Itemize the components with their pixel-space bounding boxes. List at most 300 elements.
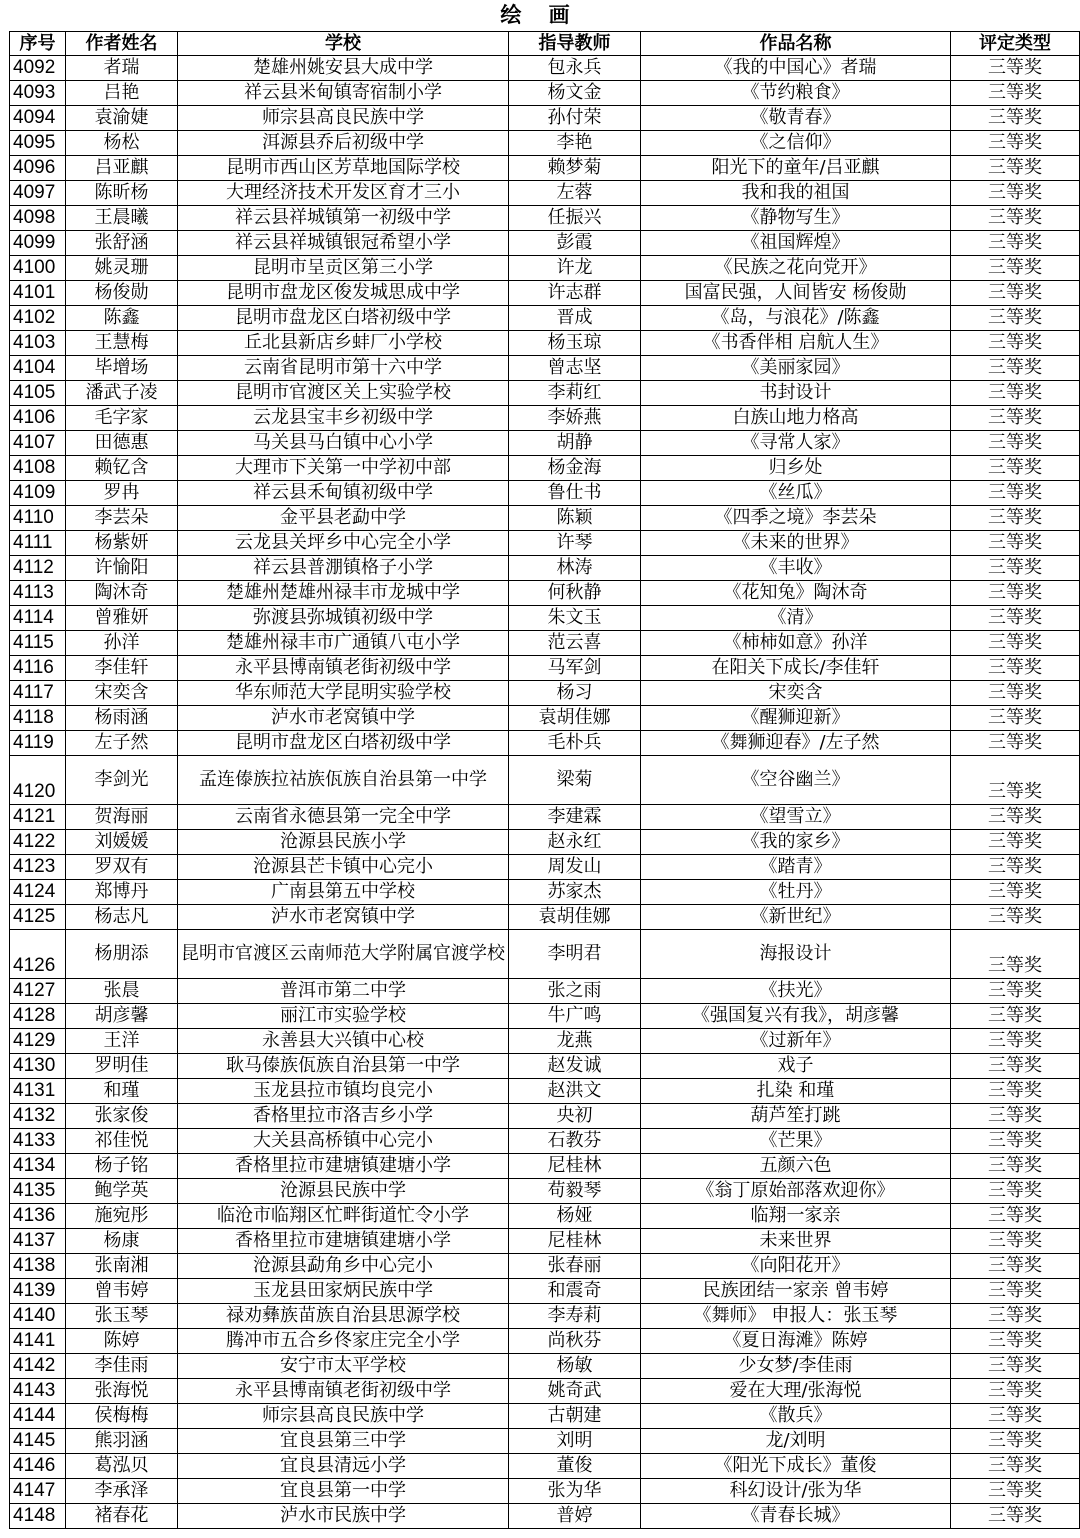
cell-index: 4111 — [10, 531, 66, 556]
table-row — [10, 356, 1080, 381]
cell-index: 4102 — [10, 306, 66, 331]
table-row — [10, 681, 1080, 706]
cell-author: 陈婷 — [66, 1329, 178, 1354]
cell-school: 师宗县高良民族中学 — [178, 106, 509, 131]
cell-award: 三等奖 — [951, 1179, 1080, 1204]
cell-index: 4112 — [10, 556, 66, 581]
cell-work: 《醒狮迎新》 — [641, 706, 951, 731]
cell-work: 《之信仰》 — [641, 131, 951, 156]
cell-index: 4134 — [10, 1154, 66, 1179]
cell-award: 三等奖 — [951, 281, 1080, 306]
cell-award: 三等奖 — [951, 706, 1080, 731]
header-cell-school: 学校 — [178, 32, 509, 56]
cell-author: 贺海丽 — [66, 805, 178, 830]
cell-school: 永善县大兴镇中心校 — [178, 1029, 509, 1054]
cell-index: 4119 — [10, 731, 66, 756]
cell-school: 丘北县新店乡蚌厂小学校 — [178, 331, 509, 356]
cell-award: 三等奖 — [951, 1129, 1080, 1154]
cell-work: 归乡处 — [641, 456, 951, 481]
cell-school: 昆明市盘龙区白塔初级中学 — [178, 731, 509, 756]
cell-work: 海报设计 — [641, 930, 951, 979]
table-row — [10, 131, 1080, 156]
cell-school: 玉龙县田家炳民族中学 — [178, 1279, 509, 1304]
table-row — [10, 381, 1080, 406]
cell-work: 扎染 和瑾 — [641, 1079, 951, 1104]
cell-award: 三等奖 — [951, 905, 1080, 930]
cell-author: 杨志凡 — [66, 905, 178, 930]
cell-author: 刘媛媛 — [66, 830, 178, 855]
table-row — [10, 1304, 1080, 1329]
table-row — [10, 531, 1080, 556]
cell-author: 张玉琴 — [66, 1304, 178, 1329]
cell-author: 毛字家 — [66, 406, 178, 431]
cell-award: 三等奖 — [951, 131, 1080, 156]
cell-school: 祥云县祥城镇第一初级中学 — [178, 206, 509, 231]
cell-teacher: 李寿莉 — [509, 1304, 641, 1329]
cell-author: 毕增场 — [66, 356, 178, 381]
cell-index: 4107 — [10, 431, 66, 456]
cell-index: 4122 — [10, 830, 66, 855]
cell-school: 大理市下关第一中学初中部 — [178, 456, 509, 481]
cell-author: 李佳轩 — [66, 656, 178, 681]
cell-index: 4129 — [10, 1029, 66, 1054]
cell-award: 三等奖 — [951, 381, 1080, 406]
cell-award: 三等奖 — [951, 656, 1080, 681]
cell-teacher: 张春丽 — [509, 1254, 641, 1279]
cell-author: 罗明佳 — [66, 1054, 178, 1079]
cell-teacher: 孙付荣 — [509, 106, 641, 131]
cell-index: 4104 — [10, 356, 66, 381]
cell-teacher: 何秋静 — [509, 581, 641, 606]
table-row — [10, 56, 1080, 81]
cell-index: 4147 — [10, 1479, 66, 1504]
cell-school: 广南县第五中学校 — [178, 880, 509, 905]
cell-award: 三等奖 — [951, 1154, 1080, 1179]
cell-school: 楚雄州姚安县大成中学 — [178, 56, 509, 81]
cell-school: 昆明市呈贡区第三小学 — [178, 256, 509, 281]
cell-author: 曾雅妍 — [66, 606, 178, 631]
cell-award: 三等奖 — [951, 880, 1080, 905]
cell-award: 三等奖 — [951, 56, 1080, 81]
cell-award: 三等奖 — [951, 481, 1080, 506]
cell-award: 三等奖 — [951, 1204, 1080, 1229]
table-row — [10, 606, 1080, 631]
cell-author: 胡彦馨 — [66, 1004, 178, 1029]
cell-award: 三等奖 — [951, 1229, 1080, 1254]
cell-work: 《散兵》 — [641, 1404, 951, 1429]
cell-work: 在阳关下成长/李佳轩 — [641, 656, 951, 681]
cell-teacher: 赵发诚 — [509, 1054, 641, 1079]
cell-teacher: 苟毅琴 — [509, 1179, 641, 1204]
table-row — [10, 106, 1080, 131]
cell-school: 楚雄州禄丰市广通镇八屯小学 — [178, 631, 509, 656]
cell-award: 三等奖 — [951, 731, 1080, 756]
table-row — [10, 1279, 1080, 1304]
cell-school: 昆明市官渡区关上实验学校 — [178, 381, 509, 406]
table-row — [10, 1154, 1080, 1179]
cell-award: 三等奖 — [951, 181, 1080, 206]
cell-work: 《夏日海滩》陈婷 — [641, 1329, 951, 1354]
cell-index: 4126 — [10, 930, 66, 979]
table-row — [10, 1479, 1080, 1504]
cell-school: 弥渡县弥城镇初级中学 — [178, 606, 509, 631]
table-row — [10, 1079, 1080, 1104]
header-row — [10, 32, 1080, 56]
cell-work: 少女梦/李佳雨 — [641, 1354, 951, 1379]
cell-award: 三等奖 — [951, 106, 1080, 131]
cell-teacher: 李建霖 — [509, 805, 641, 830]
cell-teacher: 包永兵 — [509, 56, 641, 81]
table-row — [10, 1379, 1080, 1404]
cell-work: 《翁丁原始部落欢迎你》 — [641, 1179, 951, 1204]
table-row — [10, 1504, 1080, 1529]
cell-award: 三等奖 — [951, 681, 1080, 706]
cell-work: 科幻设计/张为华 — [641, 1479, 951, 1504]
cell-school: 丽江市实验学校 — [178, 1004, 509, 1029]
cell-work: 《未来的世界》 — [641, 531, 951, 556]
cell-work: 《过新年》 — [641, 1029, 951, 1054]
cell-award: 三等奖 — [951, 1004, 1080, 1029]
cell-work: 《丰收》 — [641, 556, 951, 581]
table-row — [10, 905, 1080, 930]
cell-award: 三等奖 — [951, 1029, 1080, 1054]
cell-index: 4116 — [10, 656, 66, 681]
cell-author: 褚春花 — [66, 1504, 178, 1529]
header-cell-author: 作者姓名 — [66, 32, 178, 56]
table-row — [10, 805, 1080, 830]
cell-author: 杨康 — [66, 1229, 178, 1254]
cell-work: 《我的中国心》者瑞 — [641, 56, 951, 81]
cell-school: 普洱市第二中学 — [178, 979, 509, 1004]
table-row — [10, 1054, 1080, 1079]
header-cell-award: 评定类型 — [951, 32, 1080, 56]
cell-work: 《牡丹》 — [641, 880, 951, 905]
cell-school: 耿马傣族佤族自治县第一中学 — [178, 1054, 509, 1079]
table-row — [10, 581, 1080, 606]
cell-index: 4098 — [10, 206, 66, 231]
cell-award: 三等奖 — [951, 81, 1080, 106]
cell-author: 鲍学英 — [66, 1179, 178, 1204]
cell-author: 许愉阳 — [66, 556, 178, 581]
table-row — [10, 406, 1080, 431]
cell-index: 4136 — [10, 1204, 66, 1229]
cell-teacher: 姚奇武 — [509, 1379, 641, 1404]
cell-work: 阳光下的童年/吕亚麒 — [641, 156, 951, 181]
cell-teacher: 赖梦菊 — [509, 156, 641, 181]
cell-school: 临沧市临翔区忙畔街道忙令小学 — [178, 1204, 509, 1229]
cell-award: 三等奖 — [951, 1329, 1080, 1354]
table-row — [10, 231, 1080, 256]
cell-school: 永平县博南镇老街初级中学 — [178, 1379, 509, 1404]
cell-teacher: 范云喜 — [509, 631, 641, 656]
cell-teacher: 古朝建 — [509, 1404, 641, 1429]
cell-work: 民族团结一家亲 曾韦婷 — [641, 1279, 951, 1304]
cell-school: 沧源县勐角乡中心完小 — [178, 1254, 509, 1279]
cell-work: 《民族之花向党开》 — [641, 256, 951, 281]
cell-work: 临翔一家亲 — [641, 1204, 951, 1229]
table-row — [10, 979, 1080, 1004]
cell-index: 4103 — [10, 331, 66, 356]
cell-author: 王洋 — [66, 1029, 178, 1054]
cell-teacher: 赵永红 — [509, 830, 641, 855]
cell-school: 云龙县宝丰乡初级中学 — [178, 406, 509, 431]
table-row — [10, 1179, 1080, 1204]
cell-index: 4128 — [10, 1004, 66, 1029]
table-row — [10, 1104, 1080, 1129]
cell-teacher: 尚秋芬 — [509, 1329, 641, 1354]
cell-author: 李剑光 — [66, 756, 178, 805]
cell-school: 泸水市民族中学 — [178, 1504, 509, 1529]
cell-author: 张南湘 — [66, 1254, 178, 1279]
cell-award: 三等奖 — [951, 581, 1080, 606]
header-cell-teacher: 指导教师 — [509, 32, 641, 56]
cell-author: 陶沐奇 — [66, 581, 178, 606]
cell-index: 4092 — [10, 56, 66, 81]
cell-work: 《寻常人家》 — [641, 431, 951, 456]
cell-teacher: 李明君 — [509, 930, 641, 979]
cell-author: 杨雨涵 — [66, 706, 178, 731]
cell-teacher: 周发山 — [509, 855, 641, 880]
cell-school: 大关县高桥镇中心完小 — [178, 1129, 509, 1154]
cell-work: 《柿柿如意》孙洋 — [641, 631, 951, 656]
awards-table — [9, 31, 1080, 1529]
cell-work: 宋奕含 — [641, 681, 951, 706]
cell-index: 4135 — [10, 1179, 66, 1204]
cell-teacher: 和震奇 — [509, 1279, 641, 1304]
cell-author: 李芸朵 — [66, 506, 178, 531]
cell-school: 永平县博南镇老街初级中学 — [178, 656, 509, 681]
cell-teacher: 普婷 — [509, 1504, 641, 1529]
cell-work: 《踏青》 — [641, 855, 951, 880]
cell-school: 楚雄州楚雄州禄丰市龙城中学 — [178, 581, 509, 606]
cell-author: 陈鑫 — [66, 306, 178, 331]
cell-work: 《舞狮迎春》/左子然 — [641, 731, 951, 756]
cell-school: 沧源县民族小学 — [178, 830, 509, 855]
cell-index: 4118 — [10, 706, 66, 731]
cell-index: 4100 — [10, 256, 66, 281]
cell-index: 4132 — [10, 1104, 66, 1129]
cell-school: 宜良县第三中学 — [178, 1429, 509, 1454]
cell-school: 昆明市官渡区云南师范大学附属官渡学校 — [178, 930, 509, 979]
cell-teacher: 彭霞 — [509, 231, 641, 256]
cell-award: 三等奖 — [951, 256, 1080, 281]
cell-school: 金平县老勐中学 — [178, 506, 509, 531]
cell-school: 云南省永德县第一完全中学 — [178, 805, 509, 830]
cell-school: 香格里拉市洛吉乡小学 — [178, 1104, 509, 1129]
cell-index: 4137 — [10, 1229, 66, 1254]
cell-teacher: 龙燕 — [509, 1029, 641, 1054]
cell-work: 《丝瓜》 — [641, 481, 951, 506]
cell-author: 杨子铭 — [66, 1154, 178, 1179]
cell-author: 陈昕杨 — [66, 181, 178, 206]
cell-work: 《祖国辉煌》 — [641, 231, 951, 256]
cell-author: 罗冉 — [66, 481, 178, 506]
cell-index: 4127 — [10, 979, 66, 1004]
cell-school: 安宁市太平学校 — [178, 1354, 509, 1379]
table-row — [10, 830, 1080, 855]
cell-work: 《静物写生》 — [641, 206, 951, 231]
cell-author: 杨松 — [66, 131, 178, 156]
table-row — [10, 156, 1080, 181]
cell-author: 王慧梅 — [66, 331, 178, 356]
table-body — [10, 56, 1080, 1529]
cell-work: 五颜六色 — [641, 1154, 951, 1179]
cell-index: 4130 — [10, 1054, 66, 1079]
cell-work: 《美丽家园》 — [641, 356, 951, 381]
cell-author: 王晨曦 — [66, 206, 178, 231]
cell-school: 沧源县芒卡镇中心完小 — [178, 855, 509, 880]
cell-index: 4101 — [10, 281, 66, 306]
table-row — [10, 1354, 1080, 1379]
cell-school: 昆明市盘龙区白塔初级中学 — [178, 306, 509, 331]
cell-index: 4124 — [10, 880, 66, 905]
table-row — [10, 1204, 1080, 1229]
cell-work: 《花知兔》陶沐奇 — [641, 581, 951, 606]
table-row — [10, 930, 1080, 979]
cell-teacher: 袁胡佳娜 — [509, 706, 641, 731]
cell-teacher: 赵洪文 — [509, 1079, 641, 1104]
cell-school: 祥云县普淜镇格子小学 — [178, 556, 509, 581]
table-row — [10, 481, 1080, 506]
cell-teacher: 晋成 — [509, 306, 641, 331]
cell-teacher: 朱文玉 — [509, 606, 641, 631]
table-row — [10, 431, 1080, 456]
cell-award: 三等奖 — [951, 431, 1080, 456]
header-cell-work: 作品名称 — [641, 32, 951, 56]
cell-index: 4097 — [10, 181, 66, 206]
cell-teacher: 李艳 — [509, 131, 641, 156]
cell-teacher: 曾志坚 — [509, 356, 641, 381]
cell-work: 《青春长城》 — [641, 1504, 951, 1529]
cell-teacher: 许龙 — [509, 256, 641, 281]
cell-index: 4110 — [10, 506, 66, 531]
cell-author: 潘武子凌 — [66, 381, 178, 406]
cell-teacher: 胡静 — [509, 431, 641, 456]
cell-school: 宜良县第一中学 — [178, 1479, 509, 1504]
table-row — [10, 1229, 1080, 1254]
cell-award: 三等奖 — [951, 506, 1080, 531]
cell-work: 戏子 — [641, 1054, 951, 1079]
cell-author: 杨俊勋 — [66, 281, 178, 306]
cell-author: 者瑞 — [66, 56, 178, 81]
cell-author: 张家俊 — [66, 1104, 178, 1129]
cell-author: 袁渝婕 — [66, 106, 178, 131]
cell-author: 杨朋添 — [66, 930, 178, 979]
cell-school: 祥云县禾甸镇初级中学 — [178, 481, 509, 506]
cell-index: 4109 — [10, 481, 66, 506]
cell-index: 4146 — [10, 1454, 66, 1479]
cell-index: 4106 — [10, 406, 66, 431]
cell-work: 《向阳花开》 — [641, 1254, 951, 1279]
cell-award: 三等奖 — [951, 1404, 1080, 1429]
cell-index: 4120 — [10, 756, 66, 805]
table-row — [10, 256, 1080, 281]
cell-index: 4113 — [10, 581, 66, 606]
cell-author: 罗双有 — [66, 855, 178, 880]
cell-author: 张舒涵 — [66, 231, 178, 256]
table-row — [10, 1429, 1080, 1454]
cell-author: 吕艳 — [66, 81, 178, 106]
cell-work: 葫芦笙打跳 — [641, 1104, 951, 1129]
cell-author: 姚灵珊 — [66, 256, 178, 281]
cell-teacher: 杨玉琼 — [509, 331, 641, 356]
cell-school: 泸水市老窝镇中学 — [178, 905, 509, 930]
cell-school: 祥云县祥城镇银冠希望小学 — [178, 231, 509, 256]
cell-teacher: 杨习 — [509, 681, 641, 706]
cell-index: 4117 — [10, 681, 66, 706]
cell-award: 三等奖 — [951, 1379, 1080, 1404]
table-row — [10, 181, 1080, 206]
cell-award: 三等奖 — [951, 156, 1080, 181]
cell-work: 龙/刘明 — [641, 1429, 951, 1454]
cell-teacher: 尼桂林 — [509, 1229, 641, 1254]
cell-index: 4142 — [10, 1354, 66, 1379]
cell-school: 云南省昆明市第十六中学 — [178, 356, 509, 381]
cell-index: 4093 — [10, 81, 66, 106]
cell-award: 三等奖 — [951, 1454, 1080, 1479]
cell-index: 4141 — [10, 1329, 66, 1354]
cell-author: 曾韦婷 — [66, 1279, 178, 1304]
cell-author: 张海悦 — [66, 1379, 178, 1404]
cell-school: 香格里拉市建塘镇建塘小学 — [178, 1154, 509, 1179]
cell-index: 4096 — [10, 156, 66, 181]
cell-index: 4133 — [10, 1129, 66, 1154]
cell-author: 吕亚麒 — [66, 156, 178, 181]
cell-teacher: 林涛 — [509, 556, 641, 581]
table-row — [10, 456, 1080, 481]
cell-school: 沧源县民族中学 — [178, 1179, 509, 1204]
cell-school: 腾冲市五合乡佟家庄完全小学 — [178, 1329, 509, 1354]
cell-author: 张晨 — [66, 979, 178, 1004]
table-row — [10, 1329, 1080, 1354]
cell-author: 宋奕含 — [66, 681, 178, 706]
cell-work: 《新世纪》 — [641, 905, 951, 930]
cell-author: 孙洋 — [66, 631, 178, 656]
cell-award: 三等奖 — [951, 606, 1080, 631]
cell-index: 4123 — [10, 855, 66, 880]
cell-award: 三等奖 — [951, 930, 1080, 979]
cell-work: 《芒果》 — [641, 1129, 951, 1154]
cell-teacher: 梁菊 — [509, 756, 641, 805]
cell-teacher: 石教芬 — [509, 1129, 641, 1154]
table-row — [10, 1454, 1080, 1479]
cell-work: 《望雪立》 — [641, 805, 951, 830]
cell-author: 郑博丹 — [66, 880, 178, 905]
cell-index: 4144 — [10, 1404, 66, 1429]
cell-index: 4145 — [10, 1429, 66, 1454]
cell-author: 和瑾 — [66, 1079, 178, 1104]
cell-teacher: 左蓉 — [509, 181, 641, 206]
cell-school: 大理经济技术开发区育才三小 — [178, 181, 509, 206]
cell-work: 《四季之境》李芸朵 — [641, 506, 951, 531]
cell-author: 李佳雨 — [66, 1354, 178, 1379]
cell-award: 三等奖 — [951, 756, 1080, 805]
cell-work: 书封设计 — [641, 381, 951, 406]
cell-teacher: 许琴 — [509, 531, 641, 556]
cell-teacher: 李娇燕 — [509, 406, 641, 431]
cell-teacher: 杨文金 — [509, 81, 641, 106]
cell-work: 国富民强，人间皆安 杨俊勋 — [641, 281, 951, 306]
cell-author: 祁佳悦 — [66, 1129, 178, 1154]
cell-teacher: 袁胡佳娜 — [509, 905, 641, 930]
cell-school: 泸水市老窝镇中学 — [178, 706, 509, 731]
cell-work: 未来世界 — [641, 1229, 951, 1254]
cell-teacher: 任振兴 — [509, 206, 641, 231]
cell-work: 爱在大理/张海悦 — [641, 1379, 951, 1404]
cell-school: 宜良县清远小学 — [178, 1454, 509, 1479]
cell-award: 三等奖 — [951, 331, 1080, 356]
cell-author: 葛泓贝 — [66, 1454, 178, 1479]
